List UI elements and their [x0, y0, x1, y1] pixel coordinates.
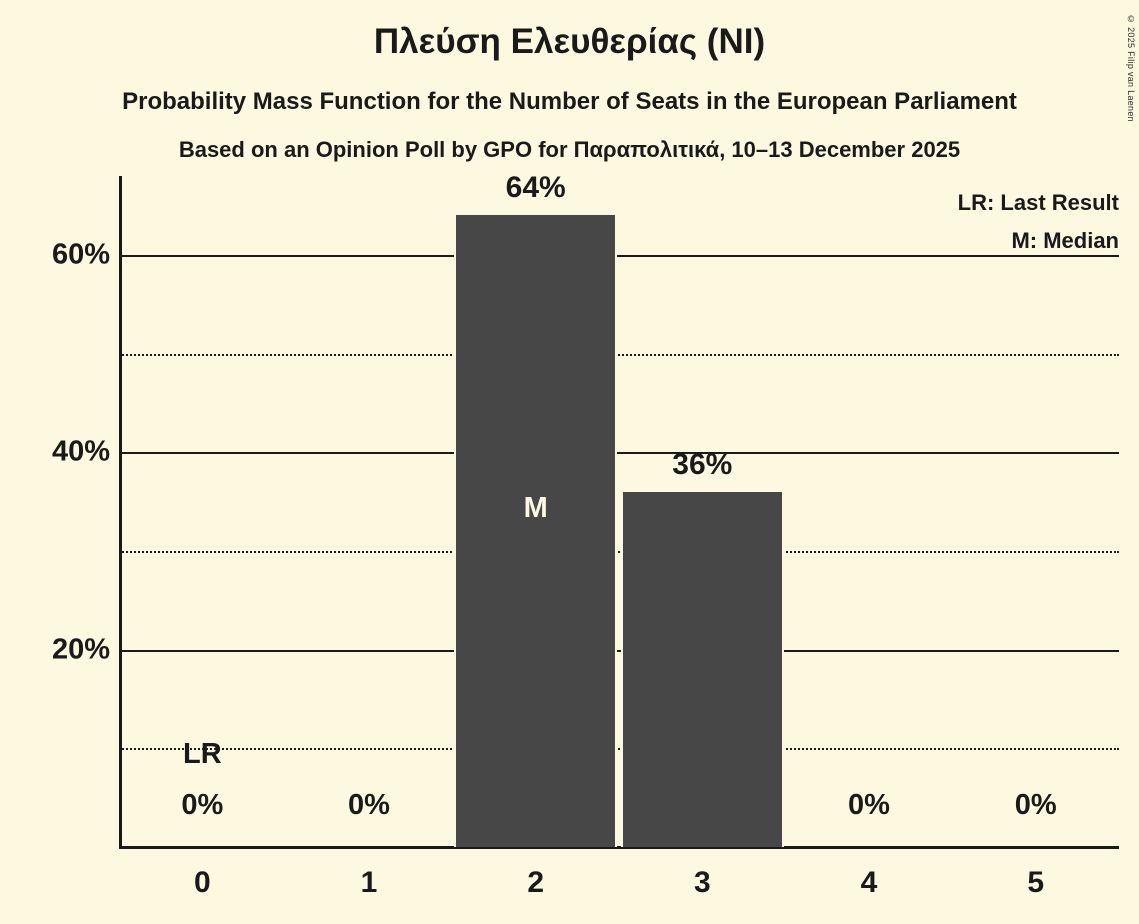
median-marker: M [523, 491, 548, 524]
gridline-major [119, 255, 1119, 257]
bar-value-label: 0% [181, 789, 224, 821]
y-tick-label: 20% [51, 633, 110, 666]
chart-subtitle-secondary: Based on an Opinion Poll by GPO for Παραπολιτικά, 10–13 December 2025 [178, 137, 961, 162]
bar-value-label: 0% [848, 789, 890, 821]
gridline-minor [119, 551, 1119, 553]
x-tick-label: 0 [193, 866, 211, 899]
legend-item-median: M: Median [1011, 228, 1119, 253]
gridline-minor [119, 748, 1119, 750]
bar-value-label: 64% [505, 171, 566, 205]
legend-item-last-result: LR: Last Result [957, 190, 1119, 215]
x-tick-label: 3 [693, 866, 711, 899]
gridline-major [119, 452, 1119, 454]
y-tick-label: 60% [51, 238, 110, 271]
plot-area [119, 171, 1119, 847]
x-tick-label: 1 [360, 866, 378, 899]
x-tick-label: 2 [527, 866, 544, 899]
bar-value-label: 36% [672, 447, 733, 481]
x-tick-label: 4 [860, 866, 878, 899]
chart-title: Πλεύση Ελευθερίας (ΝΙ) [373, 22, 766, 61]
y-tick-label: 40% [51, 435, 110, 468]
last-result-marker: LR [182, 738, 222, 771]
x-tick-label: 5 [1027, 866, 1044, 899]
gridline-major [119, 650, 1119, 652]
chart-subtitle-primary: Probability Mass Function for the Number of Seats in the European Parliament [122, 88, 1017, 115]
gridline-minor [119, 354, 1119, 356]
copyright-notice: © 2025 Filip van Laenen [1126, 14, 1136, 122]
bar [454, 215, 617, 847]
bar-value-label: 0% [1014, 789, 1057, 821]
bar-value-label: 0% [348, 789, 390, 821]
bar [621, 492, 784, 847]
